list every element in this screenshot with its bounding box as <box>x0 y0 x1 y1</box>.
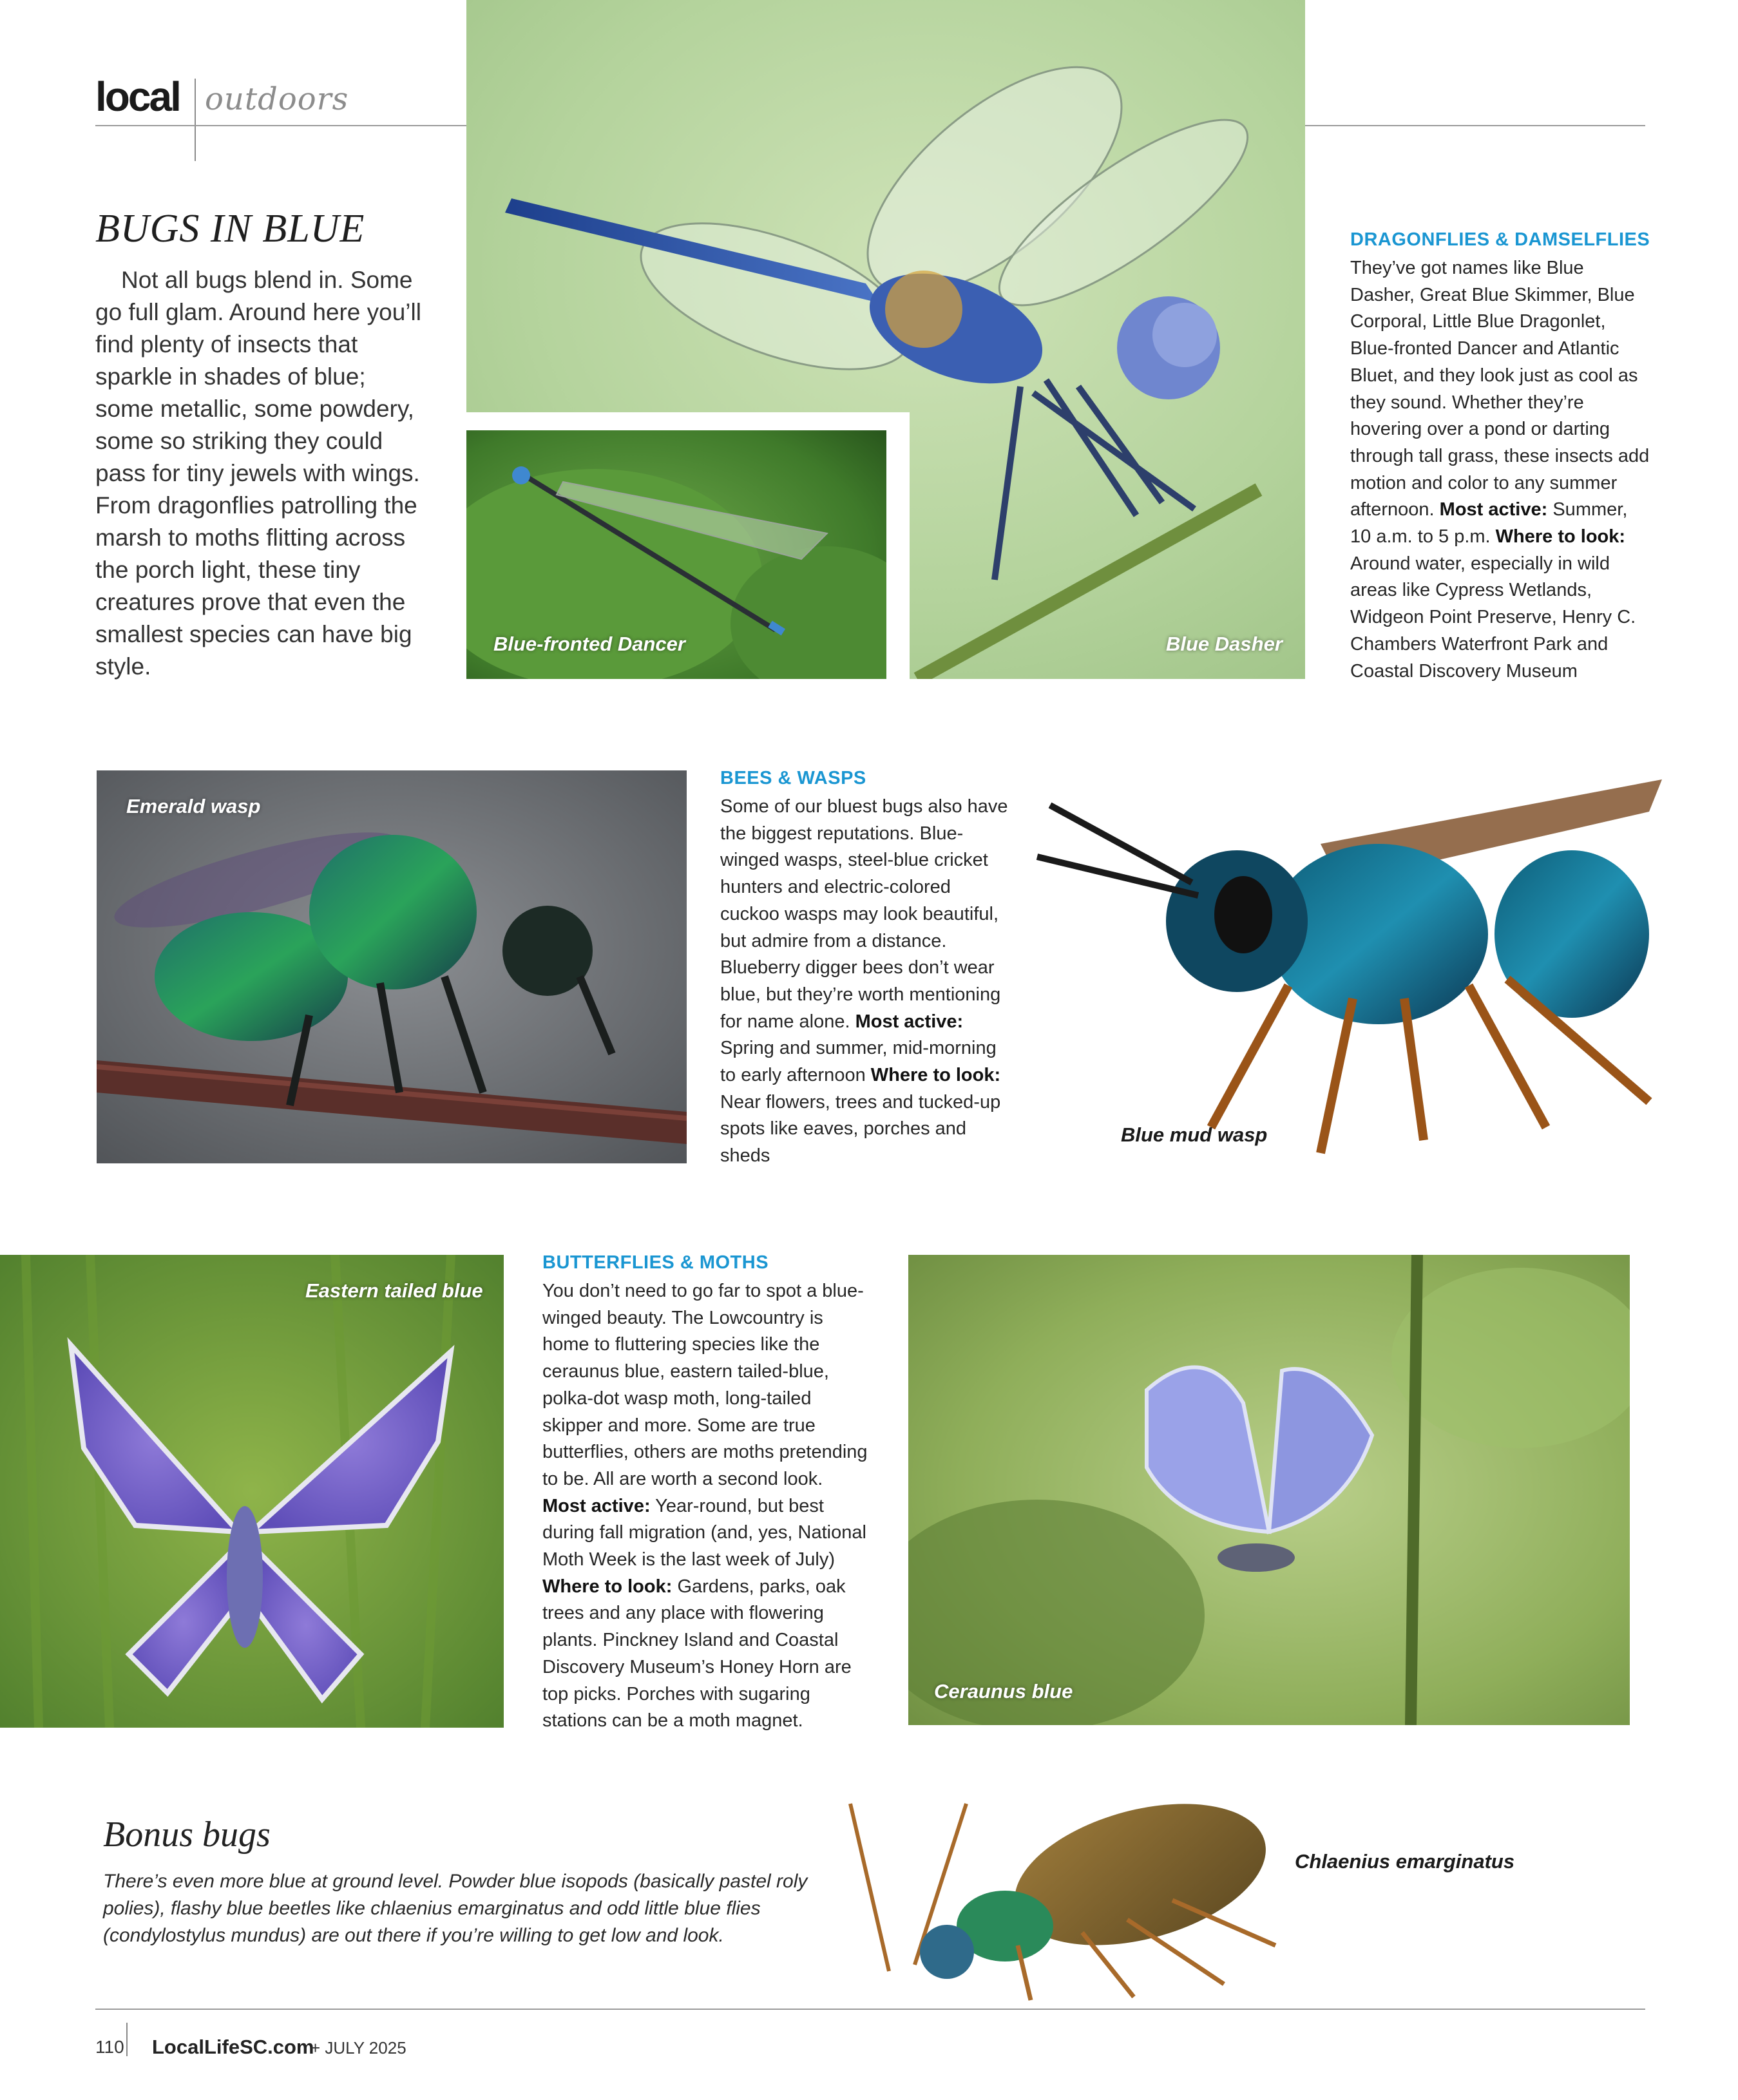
dragonflies-body: They’ve got names like Blue Dasher, Great Blue Skimmer, Blue Corporal, Little Blue Dragonlet, Blue-fronted Dancer and Atlantic Bluet, and they look just as cool as they sound. Whether they’re hovering over a pond or darting through tall grass, these insects add motion and color to any summer afternoon. Most active: Summer, 10 a.m. to 5 p.m. Where to look: Around water, especially in wild areas like Cypress Wetlands, Widgeon Point Preserve, Henry C. Chambers Waterfront Park and Coastal Discovery Museum <box>1350 258 1650 682</box>
caption-eastern-tailed-blue: Eastern tailed blue <box>305 1279 483 1302</box>
site-name: LocalLifeSC.com <box>152 2036 314 2058</box>
caption-chlaenius: Chlaenius emarginatus <box>1295 1850 1515 1873</box>
blue-mud-wasp-photo <box>1018 767 1662 1179</box>
dragonflies-heading: DRAGONFLIES & DAMSELFLIES <box>1350 229 1650 250</box>
bees-heading: BEES & WASPS <box>720 768 866 788</box>
caption-blue-mud-wasp: Blue mud wasp <box>1121 1123 1268 1146</box>
intro-paragraph: Not all bugs blend in. Some go full glam. Around here you’ll find plenty of insects that sparkle in shades of blue; some metallic, some powdery, some so striking they could pass for tiny jewels with wings. From dragonflies patrolling the marsh to moths flitting across the porch light, these tiny creatures prove that even the smallest species can have big style. <box>95 267 421 680</box>
butterflies-body: You don’t need to go far to spot a blue-winged beauty. The Lowcountry is home to fluttering species like the ceraunus blue, eastern tailed-blue, polka-dot wasp moth, long-tailed skipper and more. Some are true butterflies, others are moths pretending to be. All are worth a second look. Most active: Year-round, but best during fall migration (and, yes, National Moth Week is the last week of July) Where to look: Gardens, parks, oak trees and any place with flowering plants. Pinckney Island and Coastal Discovery Museum’s Honey Horn are top picks. Porches with sugaring stations can be a moth magnet. <box>542 1281 868 1732</box>
brand-logo: local <box>95 73 180 120</box>
bees-body: Some of our bluest bugs also have the biggest reputations. Blue-winged wasps, steel-blue cricket hunters and electric-colored cuckoo wasps may look beautiful, but admire from a distance. Blueberry digger bees don’t wear blue, but they’re worth mentioning for name alone. Most active: Spring and summer, mid-morning to early afternoon Where to look: Near flowers, trees and tucked-up spots like eaves, porches and sheds <box>720 796 1008 1167</box>
emerald-wasp-photo <box>97 770 687 1163</box>
bonus-body: There’s even more blue at ground level. Powder blue isopods (basically pastel roly polies), flashy blue beetles like chlaenius emarginatus and odd little blue flies (condylostylus mundus) are out there if you’re willing to get low and look. <box>103 1871 808 1946</box>
caption-ceraunus-blue: Ceraunus blue <box>934 1680 1073 1703</box>
page-number: 110 <box>95 2037 124 2057</box>
caption-emerald-wasp: Emerald wasp <box>126 795 261 817</box>
issue-date: + JULY 2025 <box>310 2038 406 2057</box>
caption-blue-fronted-dancer: Blue-fronted Dancer <box>493 633 685 655</box>
butterflies-heading: BUTTERFLIES & MOTHS <box>542 1252 769 1273</box>
footer-rule <box>95 2009 1645 2010</box>
ceraunus-blue-photo <box>908 1255 1630 1725</box>
footer-divider <box>126 2023 128 2056</box>
caption-blue-dasher: Blue Dasher <box>1166 633 1283 655</box>
bonus-title: Bonus bugs <box>103 1815 271 1855</box>
eastern-tailed-blue-photo <box>0 1255 504 1728</box>
header-divider <box>195 79 196 161</box>
section-label: outdoors <box>205 81 349 117</box>
article-title: BUGS IN BLUE <box>95 207 365 251</box>
chlaenius-photo <box>837 1778 1288 2003</box>
